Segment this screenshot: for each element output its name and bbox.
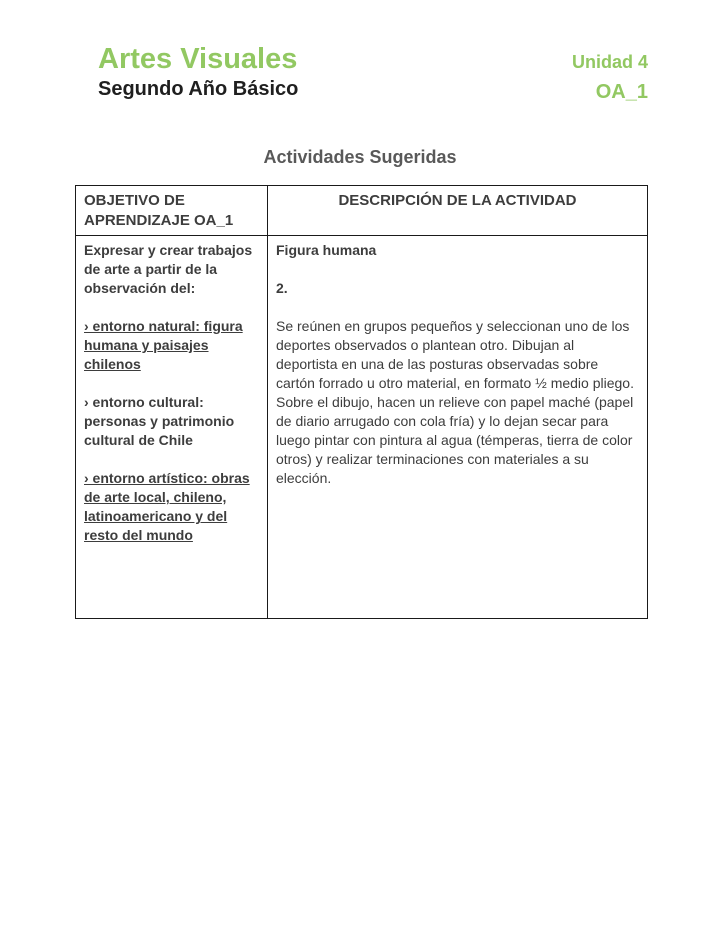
document-header xyxy=(98,44,648,104)
page-subtitle: Segundo Año Básico xyxy=(98,77,299,100)
activities-table xyxy=(75,185,648,619)
page-title: Artes Visuales xyxy=(98,43,298,75)
unit-label: Unidad 4 xyxy=(571,52,648,72)
activity-cell xyxy=(268,236,648,619)
activity-number: 2. xyxy=(276,280,288,297)
title-block xyxy=(98,44,298,100)
objective-intro: Expresar y crear trabajos de arte a partir de la observación del: xyxy=(84,242,253,297)
objective-item-natural: › entorno natural: figura humana y paisajes chilenos xyxy=(84,318,243,373)
section-title: Actividades Sugeridas xyxy=(263,147,457,167)
oa-label: OA_1 xyxy=(595,80,648,103)
col-header-description: DESCRIPCIÓN DE LA ACTIVIDAD xyxy=(268,186,648,236)
unit-block xyxy=(572,44,648,104)
table-body-row xyxy=(76,236,648,619)
activity-heading: Figura humana xyxy=(276,242,377,258)
activity-body: Se reúnen en grupos pequeños y seleccionan uno de los deportes observados o plantean otro. Dibujan al deportista en una de las posturas observadas sobre cartón forrado u otro material, en formato ½ medio pliego. Sobre el dibujo, hacen un relieve con papel maché (papel de diario arrugado con cola fría) y lo dejan secar para luego pintar con pintura al agua (témperas, tierra de color otros) y realizar terminaciones con materiales a su elección. xyxy=(276,318,634,487)
objective-cell xyxy=(76,236,268,619)
objective-item-artistico: › entorno artístico: obras de arte local, chileno, latinoamericano y del resto del mundo xyxy=(84,470,250,544)
table-header-row xyxy=(76,186,648,236)
objective-item-cultural: › entorno cultural: personas y patrimonio cultural de Chile xyxy=(84,394,235,449)
col-header-objective: OBJETIVO DE APRENDIZAJE OA_1 xyxy=(76,186,268,236)
